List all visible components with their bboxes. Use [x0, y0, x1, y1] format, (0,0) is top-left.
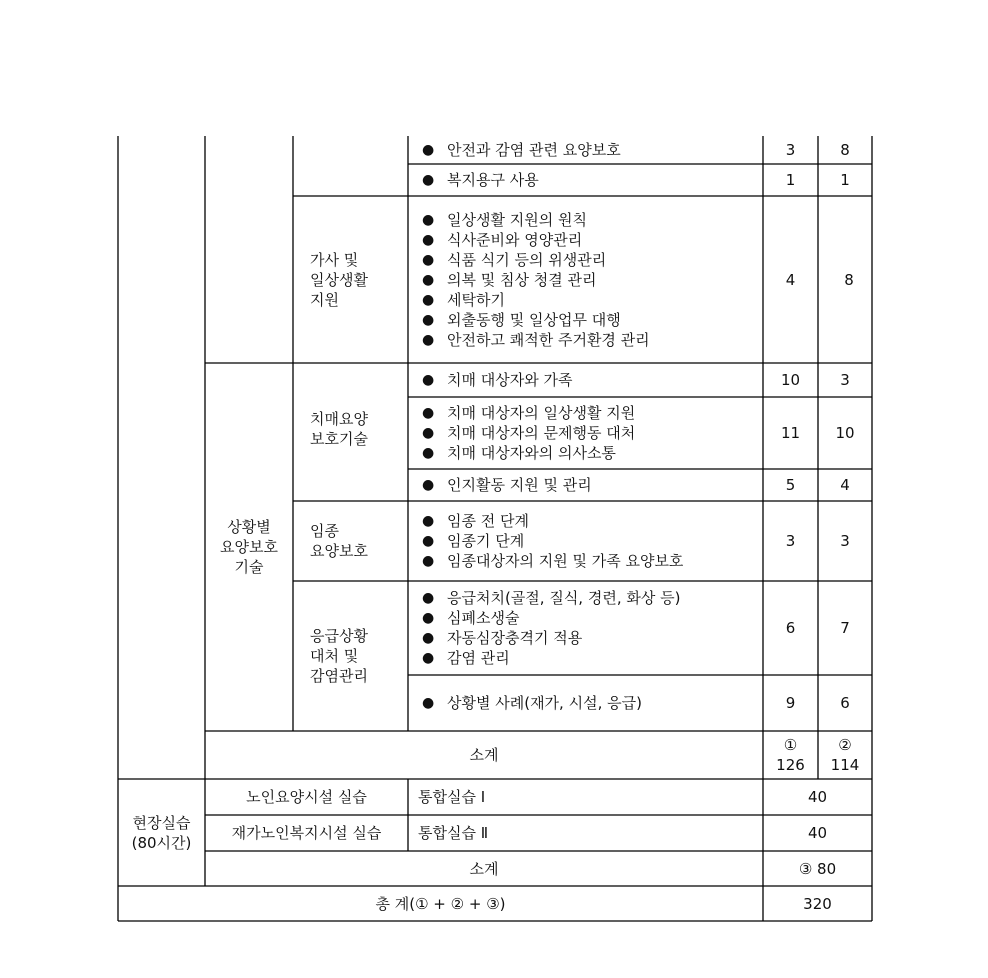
table-row: [408, 469, 763, 501]
practice-hours: 8: [840, 141, 850, 159]
subcategory-dementia: 치매요양 보호기술: [310, 410, 368, 448]
table-row: [408, 363, 763, 397]
list-item: ● 안전하고 쾌적한 주거환경 관리: [422, 330, 763, 350]
list-item: ● 인지활동 지원 및 관리: [422, 475, 763, 495]
practice-hours: 4: [840, 476, 850, 494]
field-subtotal-label: 소계: [469, 859, 499, 878]
list-item: ● 복지용구 사용: [422, 170, 763, 190]
theory-hours: 4: [785, 270, 796, 289]
table-row: [408, 397, 763, 469]
field-place: 재가노인복지시설 실습: [231, 824, 382, 842]
subtotal-practice: ② 114: [830, 736, 860, 774]
list-item: ● 응급처치(골절, 질식, 경련, 화상 등): [422, 588, 763, 608]
field-hours: 40: [807, 824, 828, 842]
list-item: ● 자동심장충격기 적용: [422, 628, 763, 648]
practice-hours: 3: [840, 532, 850, 550]
list-item: ● 임종 전 단계: [422, 511, 763, 531]
list-item: ● 치매 대상자와의 의사소통: [422, 443, 763, 463]
table-row: [408, 164, 763, 196]
list-item: ● 의복 및 침상 청결 관리: [422, 270, 763, 290]
subtotal-label: 소계: [469, 746, 499, 764]
subtotal-theory: ① 126: [776, 736, 805, 774]
field-content: 통합실습 Ⅱ: [418, 824, 489, 842]
practice-hours: 1: [840, 171, 850, 189]
grand-total-label: 총 계(① + ② + ③): [375, 894, 506, 913]
category-situational-care: 상황별 요양보호 기술: [220, 518, 278, 576]
list-item: ● 상황별 사례(재가, 시설, 응급): [422, 693, 763, 713]
list-item: ● 안전과 감염 관련 요양보호: [422, 140, 763, 160]
practice-hours: 7: [840, 619, 850, 637]
list-item: ● 식품 식기 등의 위생관리: [422, 250, 763, 270]
theory-hours: 3: [785, 141, 796, 159]
list-item: ● 심폐소생술: [422, 608, 763, 628]
theory-hours: 3: [785, 532, 796, 550]
list-item: ● 일상생활 지원의 원칙: [422, 210, 763, 230]
list-item: ● 세탁하기: [422, 290, 763, 310]
theory-hours: 10: [780, 371, 801, 389]
grand-total-value: 320: [803, 894, 832, 913]
field-subtotal-value: ③ 80: [798, 859, 837, 878]
subcategory-end-of-life: 임종 요양보호: [310, 522, 368, 560]
field-content: 통합실습 Ⅰ: [418, 788, 486, 806]
theory-hours: 9: [785, 694, 796, 712]
list-item: ● 외출동행 및 일상업무 대행: [422, 310, 763, 330]
practice-hours: 10: [835, 424, 855, 442]
table-row: [408, 675, 763, 731]
practice-hours: 3: [840, 371, 850, 389]
list-item: ● 식사준비와 영양관리: [422, 230, 763, 250]
table-row: [408, 581, 763, 675]
table-row: [408, 136, 763, 164]
table-row: [408, 196, 763, 363]
list-item: ● 치매 대상자와 가족: [422, 370, 763, 390]
list-item: ● 임종기 단계: [422, 531, 763, 551]
practice-hours: 8: [844, 270, 854, 289]
theory-hours: 1: [785, 171, 796, 189]
subcategory-housework: 가사 및 일상생활 지원: [310, 250, 368, 309]
field-hours: 40: [807, 788, 828, 806]
list-item: ● 감염 관리: [422, 648, 763, 668]
category-field-practice: 현장실습 (80시간): [131, 813, 192, 852]
theory-hours: 11: [780, 424, 801, 442]
subcategory-emergency: 응급상황 대처 및 감염관리: [310, 627, 368, 685]
theory-hours: 6: [785, 619, 796, 637]
list-item: ● 치매 대상자의 일상생활 지원: [422, 403, 763, 423]
practice-hours: 6: [840, 694, 850, 712]
list-item: ● 치매 대상자의 문제행동 대처: [422, 423, 763, 443]
theory-hours: 5: [785, 476, 796, 494]
field-place: 노인요양시설 실습: [246, 788, 367, 806]
table-row: [408, 501, 763, 581]
list-item: ● 임종대상자의 지원 및 가족 요양보호: [422, 551, 763, 571]
